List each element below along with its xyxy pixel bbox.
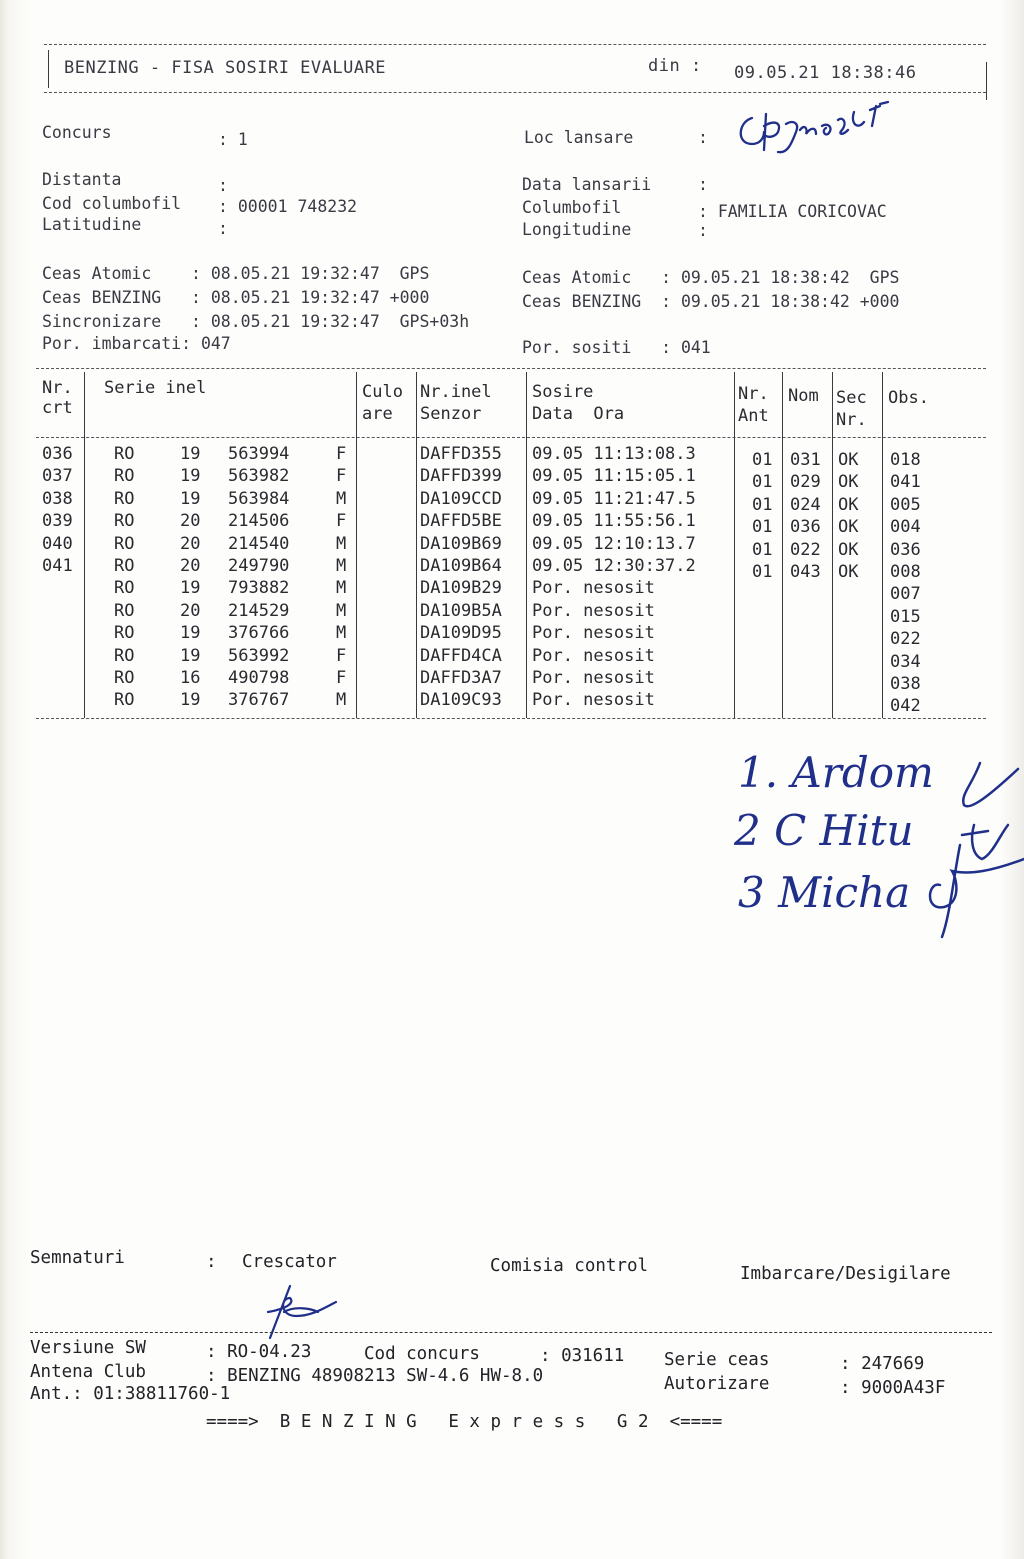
cell-ant: 01 [752, 562, 773, 582]
cell-tara: RO [114, 668, 135, 688]
cell-an: 19 [180, 466, 201, 487]
th-nr: Nr. [42, 378, 73, 398]
cell-senzor: DAFFD355 [420, 444, 502, 464]
ceas-benzing-end: Ceas BENZING : 09.05.21 18:38:42 +000 [522, 292, 900, 311]
cell-crt: 039 [42, 511, 73, 532]
autorizare-value: : 9000A43F [840, 1378, 946, 1398]
cell-sosire: Por. nesosit [532, 623, 655, 644]
cell-senzor: DA109CCD [420, 488, 502, 509]
benzing-express-banner: ====> B E N Z I N G E x p r e s s G 2 <==== [206, 1412, 723, 1432]
th-nom: Nom [788, 386, 819, 406]
cell-sec: OK [838, 472, 859, 493]
cell-nr: 249790 [228, 556, 290, 576]
cell-tara: RO [114, 623, 135, 644]
cell-senzor: DA109B69 [420, 533, 502, 554]
cell-sosire: 09.05 11:55:56.1 [532, 511, 696, 532]
cell-tara: RO [114, 511, 135, 532]
cell-sosire: 09.05 12:10:13.7 [532, 533, 696, 554]
cell-sosire: 09.05 11:13:08.3 [532, 444, 696, 464]
concurs-label: Concurs [42, 123, 112, 142]
th-nr-ant: Nr. [738, 384, 769, 404]
col-sep-ant [782, 372, 783, 718]
cell-sex: M [336, 533, 347, 554]
antena-club-label: Antena Club [30, 1362, 146, 1382]
cell-tara: RO [114, 645, 135, 666]
th-serie-inel: Serie inel [104, 378, 207, 398]
cell-obs: 008 [890, 562, 921, 582]
ant-line: Ant.: 01:38811760-1 [30, 1384, 231, 1404]
cell-sex: F [336, 511, 347, 532]
cell-sec: OK [838, 539, 859, 560]
cell-tara: RO [114, 600, 135, 621]
th-data-ora: Data Ora [532, 404, 625, 424]
cell-sec: OK [838, 562, 859, 582]
concurs-value: : 1 [218, 130, 248, 149]
data-lansarii-value: : [698, 175, 708, 194]
cell-nr: 490798 [228, 668, 290, 688]
cell-nr: 214506 [228, 511, 290, 532]
col-sep-senzor [526, 372, 527, 718]
cod-concurs-label: Cod concurs [364, 1344, 480, 1364]
versiune-sw-value: : RO-04.23 [206, 1342, 312, 1362]
th-crt: crt [42, 398, 73, 418]
header-left-border [48, 50, 49, 88]
semnaturi-label: Semnaturi [30, 1248, 125, 1268]
th-sec-nr: Nr. [836, 410, 867, 430]
cell-nr: 214540 [228, 533, 290, 554]
cell-crt: 040 [42, 533, 73, 554]
comisia-control-label: Comisia control [490, 1256, 649, 1276]
cell-nr: 793882 [228, 578, 290, 599]
cell-obs: 022 [890, 629, 921, 650]
cell-obs: 004 [890, 517, 921, 538]
cell-senzor: DA109B29 [420, 578, 502, 599]
cell-sec: OK [838, 517, 859, 538]
cell-sex: M [336, 556, 347, 576]
col-sep-culoare [416, 372, 417, 718]
cell-crt: 037 [42, 466, 73, 487]
cell-an: 20 [180, 533, 201, 554]
report-datetime: 09.05.21 18:38:46 [734, 63, 917, 83]
cod-columbofil-label: Cod columbofil [42, 194, 182, 213]
cell-obs: 018 [890, 450, 921, 470]
cell-tara: RO [114, 444, 135, 464]
cell-obs: 007 [890, 584, 921, 605]
cell-tara: RO [114, 533, 135, 554]
cell-senzor: DA109B5A [420, 600, 502, 621]
th-ant: Ant [738, 406, 769, 426]
cell-nom: 043 [790, 562, 821, 582]
cell-senzor: DAFFD5BE [420, 511, 502, 532]
cell-obs: 042 [890, 696, 921, 717]
din-label: din : [648, 56, 702, 76]
table-header-rule [36, 437, 986, 438]
cod-columbofil-value: : 00001 748232 [218, 197, 358, 216]
cell-nom: 036 [790, 517, 821, 538]
columbofil-value: : FAMILIA CORICOVAC [698, 202, 887, 221]
col-sep-crt [84, 372, 85, 718]
cell-senzor: DA109C93 [420, 690, 502, 711]
cell-nr: 563992 [228, 645, 290, 666]
loc-lansare-handwritten [730, 100, 900, 160]
cell-an: 20 [180, 511, 201, 532]
th-culoare-1: Culo [362, 382, 403, 402]
header-top-rule [44, 44, 986, 45]
cell-an: 19 [180, 645, 201, 666]
por-imbarcati: Por. imbarcati: 047 [42, 334, 231, 353]
table-top-rule [36, 368, 986, 369]
serie-ceas-value: : 247669 [840, 1354, 925, 1374]
cell-sosire: Por. nesosit [532, 600, 655, 621]
th-senzor: Senzor [420, 404, 482, 424]
cell-an: 19 [180, 690, 201, 711]
cell-sex: M [336, 623, 347, 644]
antena-club-value: : BENZING 48908213 SW-4.6 HW-8.0 [206, 1366, 544, 1386]
cell-sex: M [336, 600, 347, 621]
longitudine-value: : [698, 221, 708, 240]
cell-tara: RO [114, 466, 135, 487]
cell-sex: F [336, 668, 347, 688]
cell-senzor: DAFFD3A7 [420, 668, 502, 688]
cell-tara: RO [114, 488, 135, 509]
cell-sex: M [336, 690, 347, 711]
ceas-benzing-start: Ceas BENZING : 08.05.21 19:32:47 +000 [42, 288, 430, 307]
cell-tara: RO [114, 578, 135, 599]
cell-ant: 01 [752, 472, 773, 493]
columbofil-label: Columbofil [522, 198, 622, 217]
cell-nr: 214529 [228, 600, 290, 621]
cell-ant: 01 [752, 539, 773, 560]
cell-sex: F [336, 444, 347, 464]
cell-nom: 031 [790, 450, 821, 470]
distanta-value: : [218, 176, 228, 195]
cell-senzor: DAFFD4CA [420, 645, 502, 666]
cell-nr: 563994 [228, 444, 290, 464]
semnaturi-colon: : [206, 1252, 217, 1272]
cell-obs: 036 [890, 539, 921, 560]
longitudine-label: Longitudine [522, 220, 632, 239]
col-sep-sosire [734, 372, 735, 718]
cell-sec: OK [838, 494, 859, 515]
cell-nr: 563984 [228, 488, 290, 509]
cod-concurs-value: : 031611 [540, 1346, 625, 1366]
handwritten-signatures [900, 755, 1024, 945]
cell-an: 20 [180, 600, 201, 621]
por-sositi: Por. sositi : 041 [522, 338, 711, 357]
cell-obs: 041 [890, 472, 921, 493]
cell-nom: 029 [790, 472, 821, 493]
cell-obs: 015 [890, 606, 921, 627]
latitudine-value: : [218, 219, 228, 238]
handwritten-line-2: 2 C Hitu [734, 806, 914, 855]
cell-sex: F [336, 645, 347, 666]
handwritten-line-1: 1. Ardom [738, 748, 934, 797]
cell-nom: 022 [790, 539, 821, 560]
crescator-label: Crescator [242, 1252, 337, 1272]
ceas-atomic-start: Ceas Atomic : 08.05.21 19:32:47 GPS [42, 264, 430, 283]
cell-sosire: 09.05 11:21:47.5 [532, 488, 696, 509]
handwritten-line-3: 3 Micha [738, 868, 911, 917]
th-obs: Obs. [888, 388, 929, 408]
loc-lansare-value: : [698, 128, 708, 147]
table-bottom-rule [36, 718, 986, 719]
cell-an: 19 [180, 623, 201, 644]
th-sosire: Sosire [532, 382, 594, 402]
cell-senzor: DAFFD399 [420, 466, 502, 487]
col-sep-serie [356, 372, 357, 718]
distanta-label: Distanta [42, 170, 122, 189]
cell-obs: 038 [890, 674, 921, 694]
cell-an: 19 [180, 488, 201, 509]
cell-crt: 036 [42, 444, 73, 464]
header-bottom-rule [44, 92, 986, 93]
cell-an: 19 [180, 578, 201, 599]
cell-nr: 376766 [228, 623, 290, 644]
cell-nr: 376767 [228, 690, 290, 711]
cell-sex: M [336, 488, 347, 509]
cell-sosire: 09.05 11:15:05.1 [532, 466, 696, 487]
cell-sosire: Por. nesosit [532, 690, 655, 711]
cell-senzor: DA109B64 [420, 556, 502, 576]
cell-sosire: Por. nesosit [532, 578, 655, 599]
footer-rule [30, 1332, 992, 1333]
sincronizare: Sincronizare : 08.05.21 19:32:47 GPS+03h [42, 312, 470, 331]
autorizare-label: Autorizare [664, 1374, 770, 1394]
cell-ant: 01 [752, 450, 773, 470]
cell-an: 16 [180, 668, 201, 688]
cell-obs: 005 [890, 494, 921, 515]
imbarcare-desigilare-label: Imbarcare/Desigilare [740, 1264, 951, 1284]
cell-an: 20 [180, 556, 201, 576]
cell-tara: RO [114, 556, 135, 576]
cell-sosire: Por. nesosit [532, 645, 655, 666]
cell-senzor: DA109D95 [420, 623, 502, 644]
ceas-atomic-end: Ceas Atomic : 09.05.21 18:38:42 GPS [522, 268, 900, 287]
th-nr-inel: Nr.inel [420, 382, 492, 402]
data-lansarii-label: Data lansarii [522, 175, 652, 194]
latitudine-label: Latitudine [42, 215, 142, 234]
th-culoare-2: are [362, 404, 393, 424]
cell-obs: 034 [890, 651, 921, 672]
cell-tara: RO [114, 690, 135, 711]
crescator-signature [250, 1282, 350, 1342]
cell-an: 19 [180, 444, 201, 464]
cell-crt: 038 [42, 488, 73, 509]
header-right-border [986, 62, 987, 100]
cell-crt: 041 [42, 556, 73, 576]
cell-nr: 563982 [228, 466, 290, 487]
th-sec: Sec [836, 388, 867, 408]
serie-ceas-label: Serie ceas [664, 1350, 770, 1370]
cell-sex: M [336, 578, 347, 599]
col-sep-sec [882, 372, 883, 718]
cell-nom: 024 [790, 494, 821, 515]
cell-sosire: Por. nesosit [532, 668, 655, 688]
report-title: BENZING - FISA SOSIRI EVALUARE [64, 58, 387, 78]
versiune-sw-label: Versiune SW [30, 1338, 146, 1358]
col-sep-nom [832, 372, 833, 718]
cell-ant: 01 [752, 517, 773, 538]
cell-ant: 01 [752, 494, 773, 515]
cell-sec: OK [838, 450, 859, 470]
cell-sosire: 09.05 12:30:37.2 [532, 556, 696, 576]
cell-sex: F [336, 466, 347, 487]
loc-lansare-label: Loc lansare [524, 128, 634, 147]
